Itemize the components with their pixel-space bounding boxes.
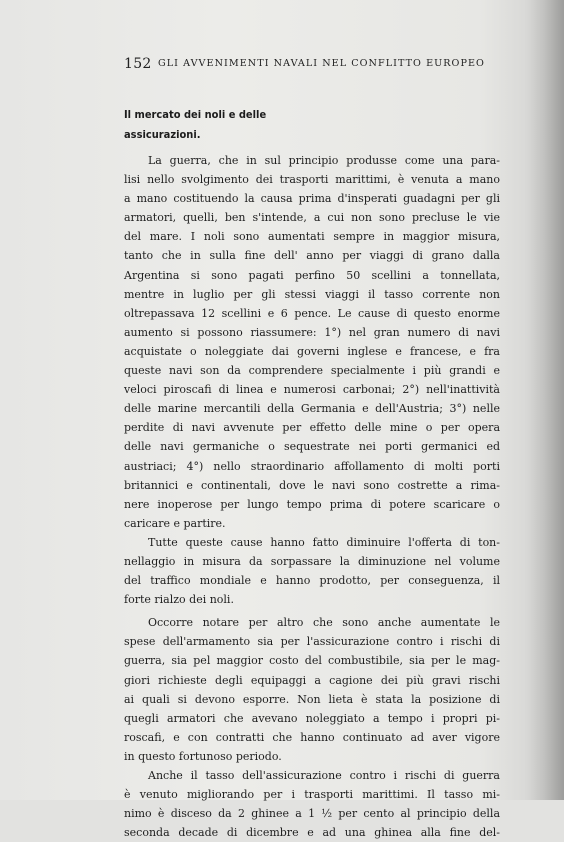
running-header [124,56,504,74]
text-line: è venuto migliorando per i trasporti marittimi. Il tasso mi- [124,788,500,802]
text-line: La guerra, che in sul principio produsse come una para- [148,154,500,167]
text-line: ai quali si devono esporre. Non lieta è stata la posizione di [124,692,500,706]
paragraph [124,613,500,766]
text-line: spese dell'armamento sia per l'assicurazione contro i rischi di [124,635,500,649]
text-line: lisi nello svolgimento dei trasporti marittimi, è venuta a mano [124,173,500,187]
text-line: queste navi son da comprendere specialmente i più grandi e [124,364,500,378]
text-line: in questo fortunoso periodo. [124,749,282,763]
text-line: forte rialzo dei noli. [124,593,234,607]
text-line: del traffico mondiale e hanno prodotto, per conseguenza, il [124,574,500,588]
text-line: oltrepassava 12 scellini e 6 pence. Le cause di questo enorme [124,306,500,320]
text-line: guerra, sia pel maggior costo del combustibile, sia per le mag- [124,654,500,668]
paragraph [124,533,500,609]
text-line: nimo è disceso da 2 ghinee a 1 ½ per cento al principio della [124,807,500,821]
text-line: Occorre notare per altro che sono anche aumentate le [148,616,500,630]
section-title [124,105,266,145]
text-line: Tutte queste cause hanno fatto diminuire l'offerta di ton- [148,535,500,549]
binding-shadow [524,0,564,800]
running-title: GLI AVVENIMENTI NAVALI NEL CONFLITTO EUROPEO [158,58,485,69]
text-line: caricare e partire. [124,516,226,530]
text-line: delle navi germaniche o sequestrate nei porti germanici ed [124,440,500,454]
section-title-line-2: assicurazioni. [124,128,201,141]
text-line: veloci piroscafi di linea e numerosi carbonai; 2°) nell'inattività [124,383,500,397]
paragraph [124,766,500,842]
body-text [124,151,500,842]
text-line: acquistate o noleggiate dai governi inglese e francese, e fra [124,344,500,358]
text-line: britannici e continentali, dove le navi sono costrette a rima- [124,478,500,492]
text-line: Argentina si sono pagati perfino 50 scellini a tonnellata, [124,268,500,282]
text-line: a mano costituendo la causa prima d'insperati guadagni per gli [124,192,500,206]
text-line: roscafi, e con contratti che hanno continuato ad aver vigore [124,730,500,744]
text-line: nellaggio in misura da sorpassare la diminuzione nel volume [124,554,500,568]
text-line: quegli armatori che avevano noleggiato a tempo i propri pi- [124,711,500,725]
paragraph [124,151,500,533]
text-line: nere inoperose per lungo tempo prima di potere scaricare o [124,497,500,511]
text-line: Anche il tasso dell'assicurazione contro i rischi di guerra [148,769,500,782]
text-line: aumento si possono riassumere: 1°) nel gran numero di navi [124,325,500,339]
text-line: mentre in luglio per gli stessi viaggi il tasso corrente non [124,287,500,301]
text-line: austriaci; 4°) nello straordinario affollamento di molti porti [124,459,500,473]
text-line: armatori, quelli, ben s'intende, a cui non sono precluse le vie [124,211,500,225]
text-line: delle marine mercantili della Germania e dell'Austria; 3°) nelle [124,402,500,416]
text-line: tanto che in sulla fine dell' anno per viaggi di grano dalla [124,249,500,263]
page-number: 152 [124,56,152,72]
section-title-line-1: Il mercato dei noli e delle [124,108,267,121]
text-line: seconda decade di dicembre e ad una ghinea alla fine del- [124,826,500,840]
text-line: del mare. I noli sono aumentati sempre in maggior misura, [124,230,500,244]
text-line: giori richieste degli equipaggi a cagione dei più gravi rischi [124,673,500,687]
text-line: perdite di navi avvenute per effetto delle mine o per opera [124,421,500,435]
